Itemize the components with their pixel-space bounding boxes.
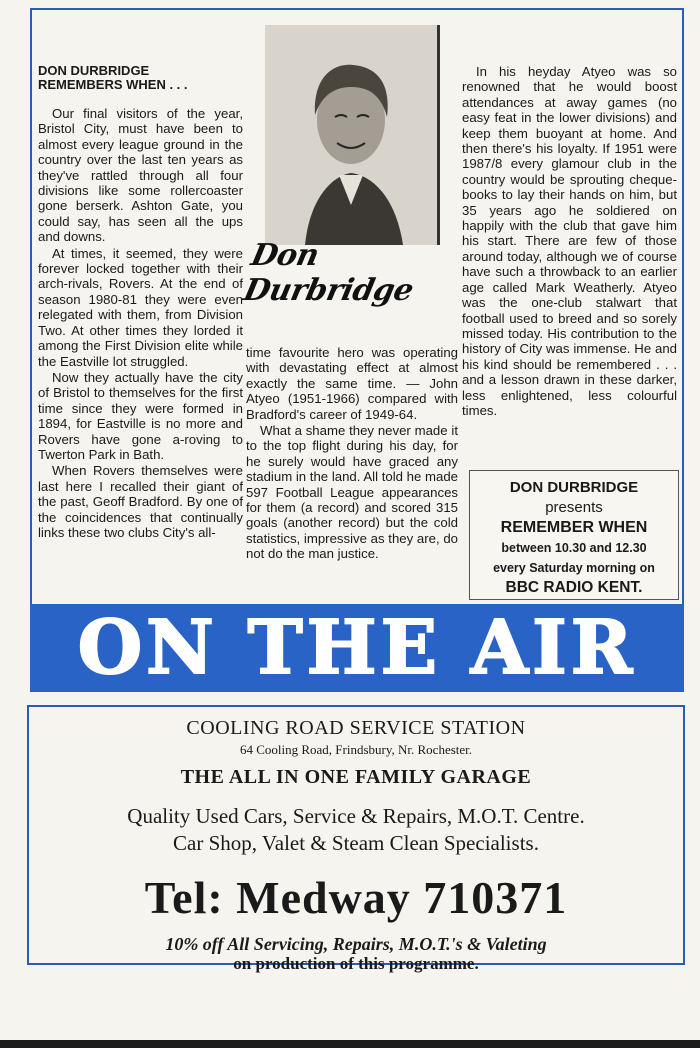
promo-presenter: DON DURBRIDGE <box>509 479 639 496</box>
heading-line-1: DON DURBRIDGE <box>38 63 150 78</box>
article-paragraph: When Rovers themselves were last here I recalled their giant of the past, Geoff Bradford. By one of the coincidences that continually links these two clubs City's all- <box>38 463 243 540</box>
promo-presents: presents <box>545 499 603 516</box>
article-paragraph: In his heyday Atyeo was so renowned that he would boost attendances at away games (no easy feat in the lower divisions) and keep them buoyant at home. And then there's his loyalty. If 1951 were 1987/8 every glamour club in the country would be sprouting cheque-books to lay their hands on him, but 35 years ago he soldiered on happily with the club that gave him his start. There are few of those around today, although we of course have such a throwback to an earlier age called Mark Weatherly. Atyeo was the one-club stalwart that football used to breed and so sorely missed today. His contribution to the history of City was immense. He and his kind should be remembered . . . and a lesson drawn in these darker, less enlightened, less colourful times. <box>462 64 677 418</box>
advert-business-name: COOLING ROAD SERVICE STATION <box>186 717 526 739</box>
heading-line-2: REMEMBERS WHEN . . . <box>38 77 188 92</box>
advert-offer: 10% off All Servicing, Repairs, M.O.T.'s & Valeting <box>165 934 547 954</box>
advert-services <box>29 803 683 857</box>
article-heading <box>38 64 243 92</box>
promo-times: between 10.30 and 12.30 <box>501 541 647 555</box>
author-signature: Don Durbridge <box>240 238 417 308</box>
advert-telephone: Tel: Medway 710371 <box>144 872 568 923</box>
radio-promo-box <box>469 470 679 600</box>
portrait-illustration <box>265 25 437 245</box>
promo-day: every Saturday morning on <box>493 561 655 575</box>
article-paragraph: time favourite hero was operating with devastating effect at almost exactly the same time. — John Atyeo (1951-1966) compared with Bradford's career of 1949-64. <box>246 345 458 422</box>
article-paragraph: At times, it seemed, they were forever locked together with their arch-rivals, Rovers. At the end of season 1980-81 they were even relegated with them, from Division Two. At other times they lorded it among the First Division elite while the Eastville lot struggled. <box>38 245 243 369</box>
article-paragraph: What a shame they never made it to the top flight during his day, for he surely would have graced any stadium in the land. All told he made 597 Football League appearances for them (a record) and scored 315 goals (another record) but the cold statistics, impressive as they are, do not do the man justice. <box>246 423 458 562</box>
author-photo <box>265 25 440 245</box>
article-column-middle <box>246 345 458 562</box>
garage-advert <box>27 705 685 973</box>
article-column-left <box>38 64 243 540</box>
promo-show-title: REMEMBER WHEN <box>500 519 648 536</box>
article-column-right <box>462 64 677 418</box>
bottom-edge-strip <box>0 1040 700 1048</box>
article-paragraph: Our final visitors of the year, Bristol City, must have been to almost every league ground in the country over the last ten years as they've rattled through all four divisions like some rollercoaster gone berserk. Ashton Gate, you could say, has seen all the ups and downs. <box>38 106 243 245</box>
on-the-air-banner: ON THE AIR <box>30 604 684 692</box>
advert-address: 64 Cooling Road, Frindsbury, Nr. Rochester. <box>239 742 473 757</box>
advert-offer-condition: on production of this programme. <box>233 954 479 973</box>
promo-station: BBC RADIO KENT. <box>505 579 643 596</box>
article-paragraph: Now they actually have the city of Bristol to themselves for the first time since they were formed in 1894, for Eastville is no more and Rovers have gone a-roving to Twerton Park in Bath. <box>38 369 243 462</box>
advert-services-line-1: Quality Used Cars, Service & Repairs, M.O.T. Centre. <box>127 804 585 828</box>
advert-tagline: THE ALL IN ONE FAMILY GARAGE <box>180 766 532 788</box>
advert-services-line-2: Car Shop, Valet & Steam Clean Specialists. <box>173 831 539 855</box>
